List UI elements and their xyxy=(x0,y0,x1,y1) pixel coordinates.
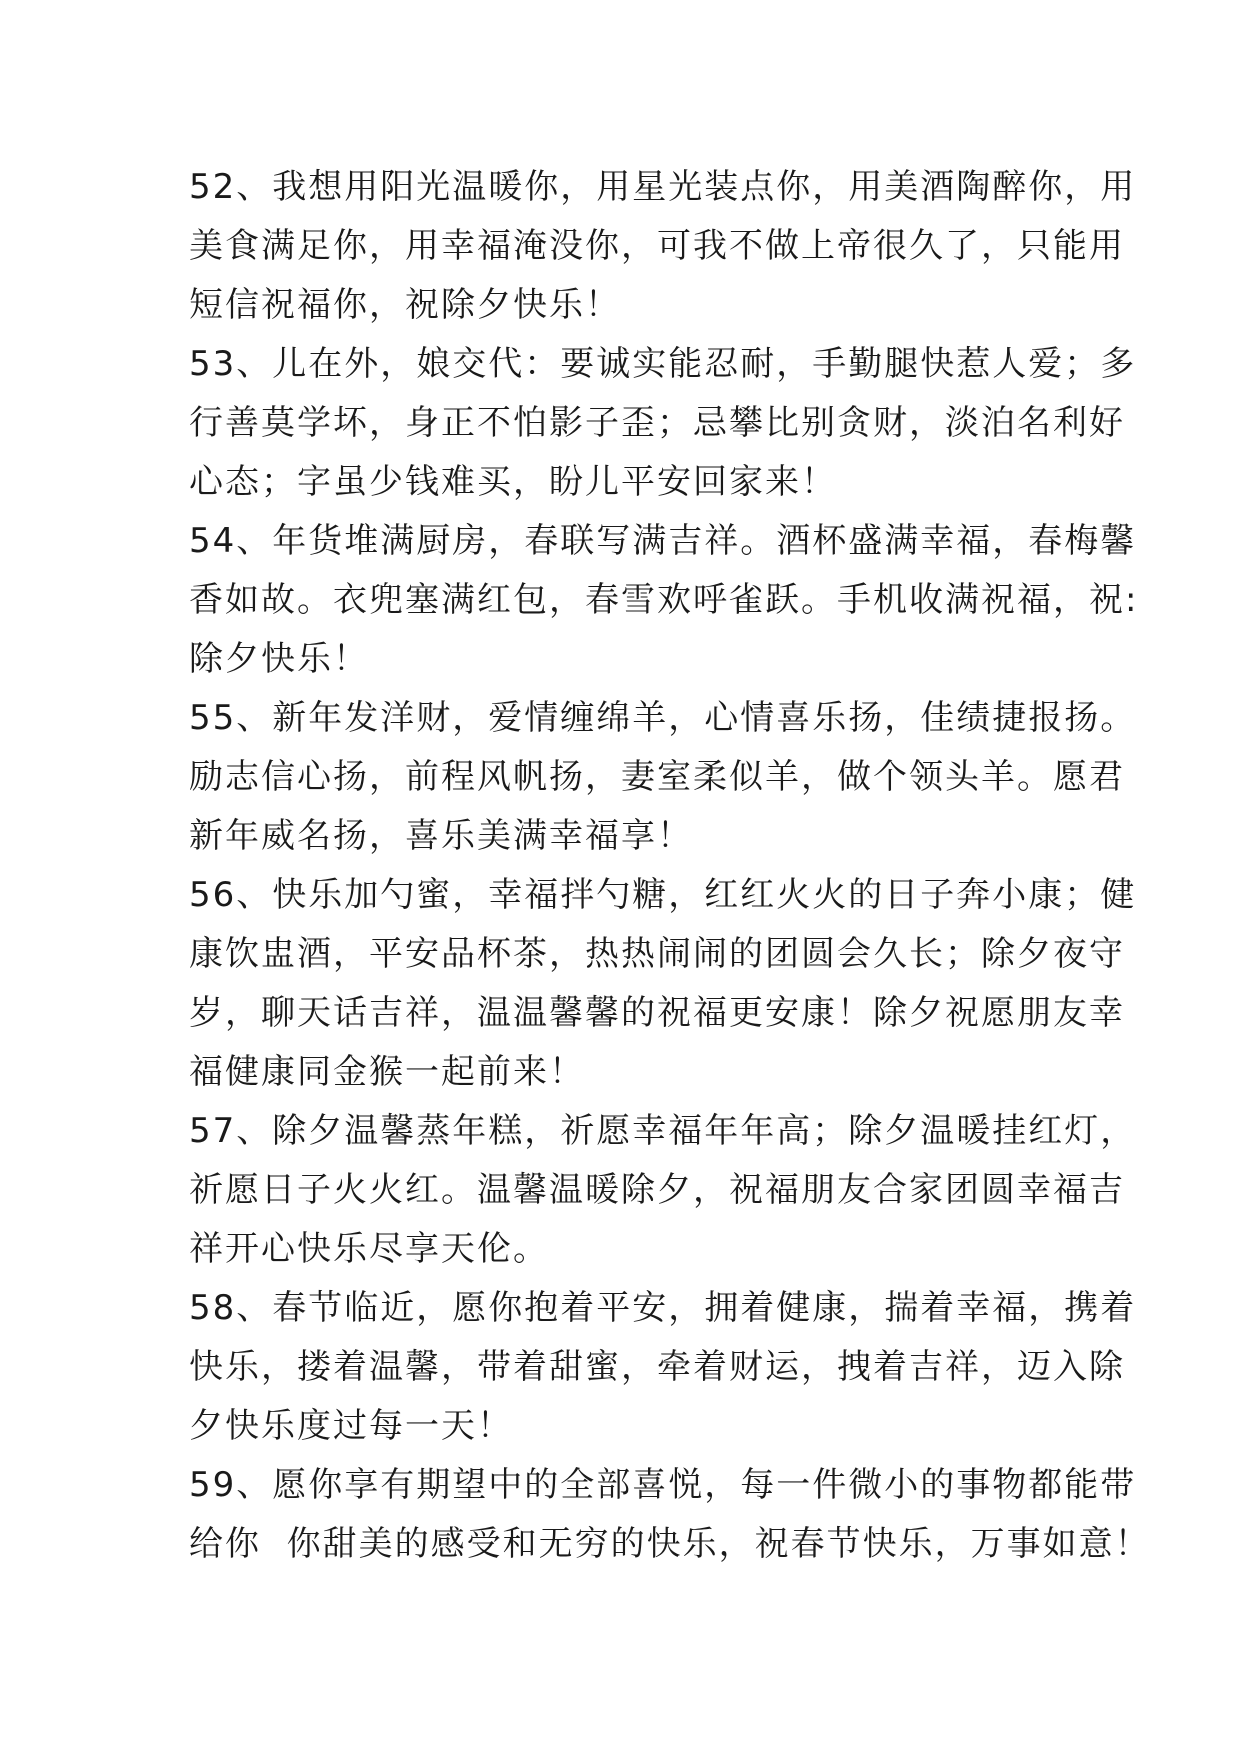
text-line: 快乐，搂着温馨，带着甜蜜，牵着财运，拽着吉祥，迈入除 xyxy=(189,1347,1125,1387)
greeting-item-53 xyxy=(189,335,1137,512)
text-line: 除夕快乐！ xyxy=(189,639,369,679)
text-line: 福健康同金猴一起前来！ xyxy=(189,1052,585,1092)
greeting-item-52 xyxy=(189,158,1137,335)
text-line: 58、春节临近，愿你抱着平安，拥着健康，揣着幸福，携着 xyxy=(189,1288,1137,1328)
greeting-item-59 xyxy=(189,1456,1151,1574)
text-line: 康饮盅酒，平安品杯茶，热热闹闹的团圆会久长；除夕夜守 xyxy=(189,934,1125,974)
text-line: 53、儿在外，娘交代：要诚实能忍耐，手勤腿快惹人爱；多 xyxy=(189,344,1137,384)
text-line: 香如故。衣兜塞满红包，春雪欢呼雀跃。手机收满祝福，祝: xyxy=(189,580,1139,620)
text-line: 给你 你甜美的感受和无穷的快乐，祝春节快乐，万事如意！ xyxy=(189,1524,1151,1564)
greeting-item-56 xyxy=(189,866,1137,1102)
greeting-item-58 xyxy=(189,1279,1137,1456)
text-line: 新年威名扬，喜乐美满幸福享！ xyxy=(189,816,693,856)
text-line: 励志信心扬，前程风帆扬，妻室柔似羊，做个领头羊。愿君 xyxy=(189,757,1125,797)
greeting-item-55 xyxy=(189,689,1137,866)
text-line: 短信祝福你，祝除夕快乐！ xyxy=(189,285,621,325)
greeting-item-57 xyxy=(189,1102,1137,1279)
text-line: 美食满足你，用幸福淹没你，可我不做上帝很久了，只能用 xyxy=(189,226,1125,266)
document-body xyxy=(189,158,1151,1574)
text-line: 心态；字虽少钱难买，盼儿平安回家来！ xyxy=(189,462,837,502)
text-line: 夕快乐度过每一天！ xyxy=(189,1406,513,1446)
text-line: 52、我想用阳光温暖你，用星光装点你，用美酒陶醉你，用 xyxy=(189,167,1137,207)
text-line: 祈愿日子火火红。温馨温暖除夕，祝福朋友合家团圆幸福吉 xyxy=(189,1170,1125,1210)
text-line: 55、新年发洋财，爱情缠绵羊，心情喜乐扬，佳绩捷报扬。 xyxy=(189,698,1137,738)
greeting-item-54 xyxy=(189,512,1139,689)
text-line: 祥开心快乐尽享天伦。 xyxy=(189,1229,549,1269)
text-line: 岁，聊天话吉祥，温温馨馨的祝福更安康！除夕祝愿朋友幸 xyxy=(189,993,1125,1033)
text-line: 57、除夕温馨蒸年糕，祈愿幸福年年高；除夕温暖挂红灯， xyxy=(189,1111,1137,1151)
text-line: 行善莫学坏，身正不怕影子歪；忌攀比别贪财，淡泊名利好 xyxy=(189,403,1125,443)
text-line: 59、愿你享有期望中的全部喜悦，每一件微小的事物都能带 xyxy=(189,1465,1137,1505)
text-line: 54、年货堆满厨房，春联写满吉祥。酒杯盛满幸福，春梅馨 xyxy=(189,521,1137,561)
text-line: 56、快乐加勺蜜，幸福拌勺糖，红红火火的日子奔小康；健 xyxy=(189,875,1137,915)
